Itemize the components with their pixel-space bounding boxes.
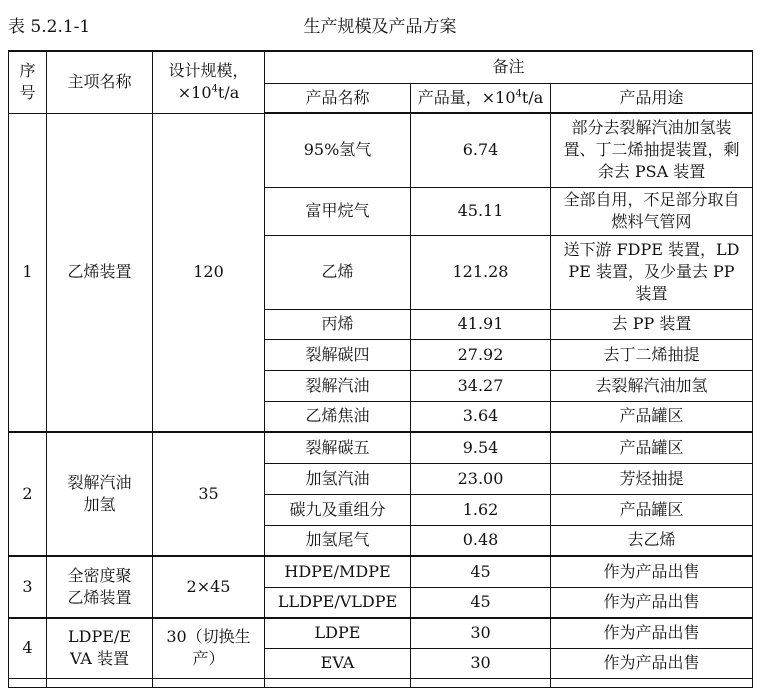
product-qty: 45.11 xyxy=(411,187,551,235)
group-name: 裂解汽油加氢 xyxy=(47,432,153,556)
product-use: 去乙烯 xyxy=(551,525,753,556)
product-qty: 1.62 xyxy=(411,494,551,525)
product-name: 95%氢气 xyxy=(265,113,411,187)
product-qty: 6.74 xyxy=(411,113,551,187)
product-name: 乙烯 xyxy=(265,235,411,309)
header-item-name: 主项名称 xyxy=(47,51,153,113)
product-name: 乙烯焦油 xyxy=(265,401,411,432)
continuation-cell xyxy=(153,678,265,687)
header-scale xyxy=(153,51,265,113)
product-qty: 9.54 xyxy=(411,432,551,463)
product-use: 作为产品出售 xyxy=(551,587,753,618)
product-qty: 27.92 xyxy=(411,339,551,370)
product-use: 去裂解汽油加氢 xyxy=(551,370,753,401)
product-name: LDPE xyxy=(265,618,411,648)
product-qty: 30 xyxy=(411,618,551,648)
product-use: 全部自用，不足部分取自燃料气管网 xyxy=(551,187,753,235)
product-name: 加氢尾气 xyxy=(265,525,411,556)
product-qty: 30 xyxy=(411,648,551,678)
product-use: 作为产品出售 xyxy=(551,648,753,678)
product-use: 产品罐区 xyxy=(551,401,753,432)
product-qty: 45 xyxy=(411,587,551,618)
product-use: 作为产品出售 xyxy=(551,618,753,648)
header-product-name: 产品名称 xyxy=(265,83,411,113)
header-scale-line2: $\times 10^4t/a$ xyxy=(177,83,240,103)
continuation-cell xyxy=(9,678,47,687)
group-name: 乙烯装置 xyxy=(47,113,153,432)
table-row xyxy=(9,113,753,187)
product-use: 作为产品出售 xyxy=(551,556,753,587)
continuation-cell xyxy=(265,678,411,687)
product-name: 富甲烷气 xyxy=(265,187,411,235)
product-name: 碳九及重组分 xyxy=(265,494,411,525)
product-use: 芳烃抽提 xyxy=(551,463,753,494)
product-use: 产品罐区 xyxy=(551,494,753,525)
product-use: 产品罐区 xyxy=(551,432,753,463)
group-name: LDPE/EVA 装置 xyxy=(47,618,153,678)
product-name: 丙烯 xyxy=(265,309,411,339)
table-row xyxy=(9,618,753,648)
header-product-use: 产品用途 xyxy=(551,83,753,113)
product-qty: 45 xyxy=(411,556,551,587)
group-scale: 2×45 xyxy=(153,556,265,618)
group-seq: 1 xyxy=(9,113,47,432)
group-seq: 2 xyxy=(9,432,47,556)
product-name: 加氢汽油 xyxy=(265,463,411,494)
product-use: 去丁二烯抽提 xyxy=(551,339,753,370)
group-scale: 35 xyxy=(153,432,265,556)
product-name: HDPE/MDPE xyxy=(265,556,411,587)
product-qty: 23.00 xyxy=(411,463,551,494)
header-remarks: 备注 xyxy=(265,51,753,83)
product-qty: 0.48 xyxy=(411,525,551,556)
group-scale: 30（切换生产） xyxy=(153,618,265,678)
continuation-cell xyxy=(411,678,551,687)
continuation-cell xyxy=(47,678,153,687)
header-scale-line1: 设计规模， xyxy=(168,61,249,81)
group-scale: 120 xyxy=(153,113,265,432)
group-seq: 3 xyxy=(9,556,47,618)
product-qty: 3.64 xyxy=(411,401,551,432)
header-seq: 序号 xyxy=(9,51,47,113)
table-number: 表 5.2.1-1 xyxy=(8,17,91,37)
product-qty: 41.91 xyxy=(411,309,551,339)
table-row xyxy=(9,432,753,463)
product-use: 去 PP 装置 xyxy=(551,309,753,339)
product-name: 裂解碳四 xyxy=(265,339,411,370)
table-title: 生产规模及产品方案 xyxy=(303,17,457,37)
continuation-cell xyxy=(551,678,753,687)
header-row-1 xyxy=(9,51,753,83)
table-row xyxy=(9,556,753,587)
product-qty: 34.27 xyxy=(411,370,551,401)
product-use: 部分去裂解汽油加氢装置、丁二烯抽提装置，剩余去 PSA 装置 xyxy=(551,113,753,187)
product-name: 裂解碳五 xyxy=(265,432,411,463)
table-caption xyxy=(8,8,752,38)
production-table xyxy=(8,50,753,688)
product-name: EVA xyxy=(265,648,411,678)
product-name: 裂解汽油 xyxy=(265,370,411,401)
table-body xyxy=(9,51,753,687)
group-seq: 4 xyxy=(9,618,47,678)
group-name: 全密度聚乙烯装置 xyxy=(47,556,153,618)
product-use: 送下游 FDPE 装置，LDPE 装置，及少量去 PP 装置 xyxy=(551,235,753,309)
header-product-qty: 产品量，$\times 10^4t/a$ xyxy=(411,83,551,113)
table-row-continuation xyxy=(9,678,753,687)
product-name: LLDPE/VLDPE xyxy=(265,587,411,618)
product-qty: 121.28 xyxy=(411,235,551,309)
